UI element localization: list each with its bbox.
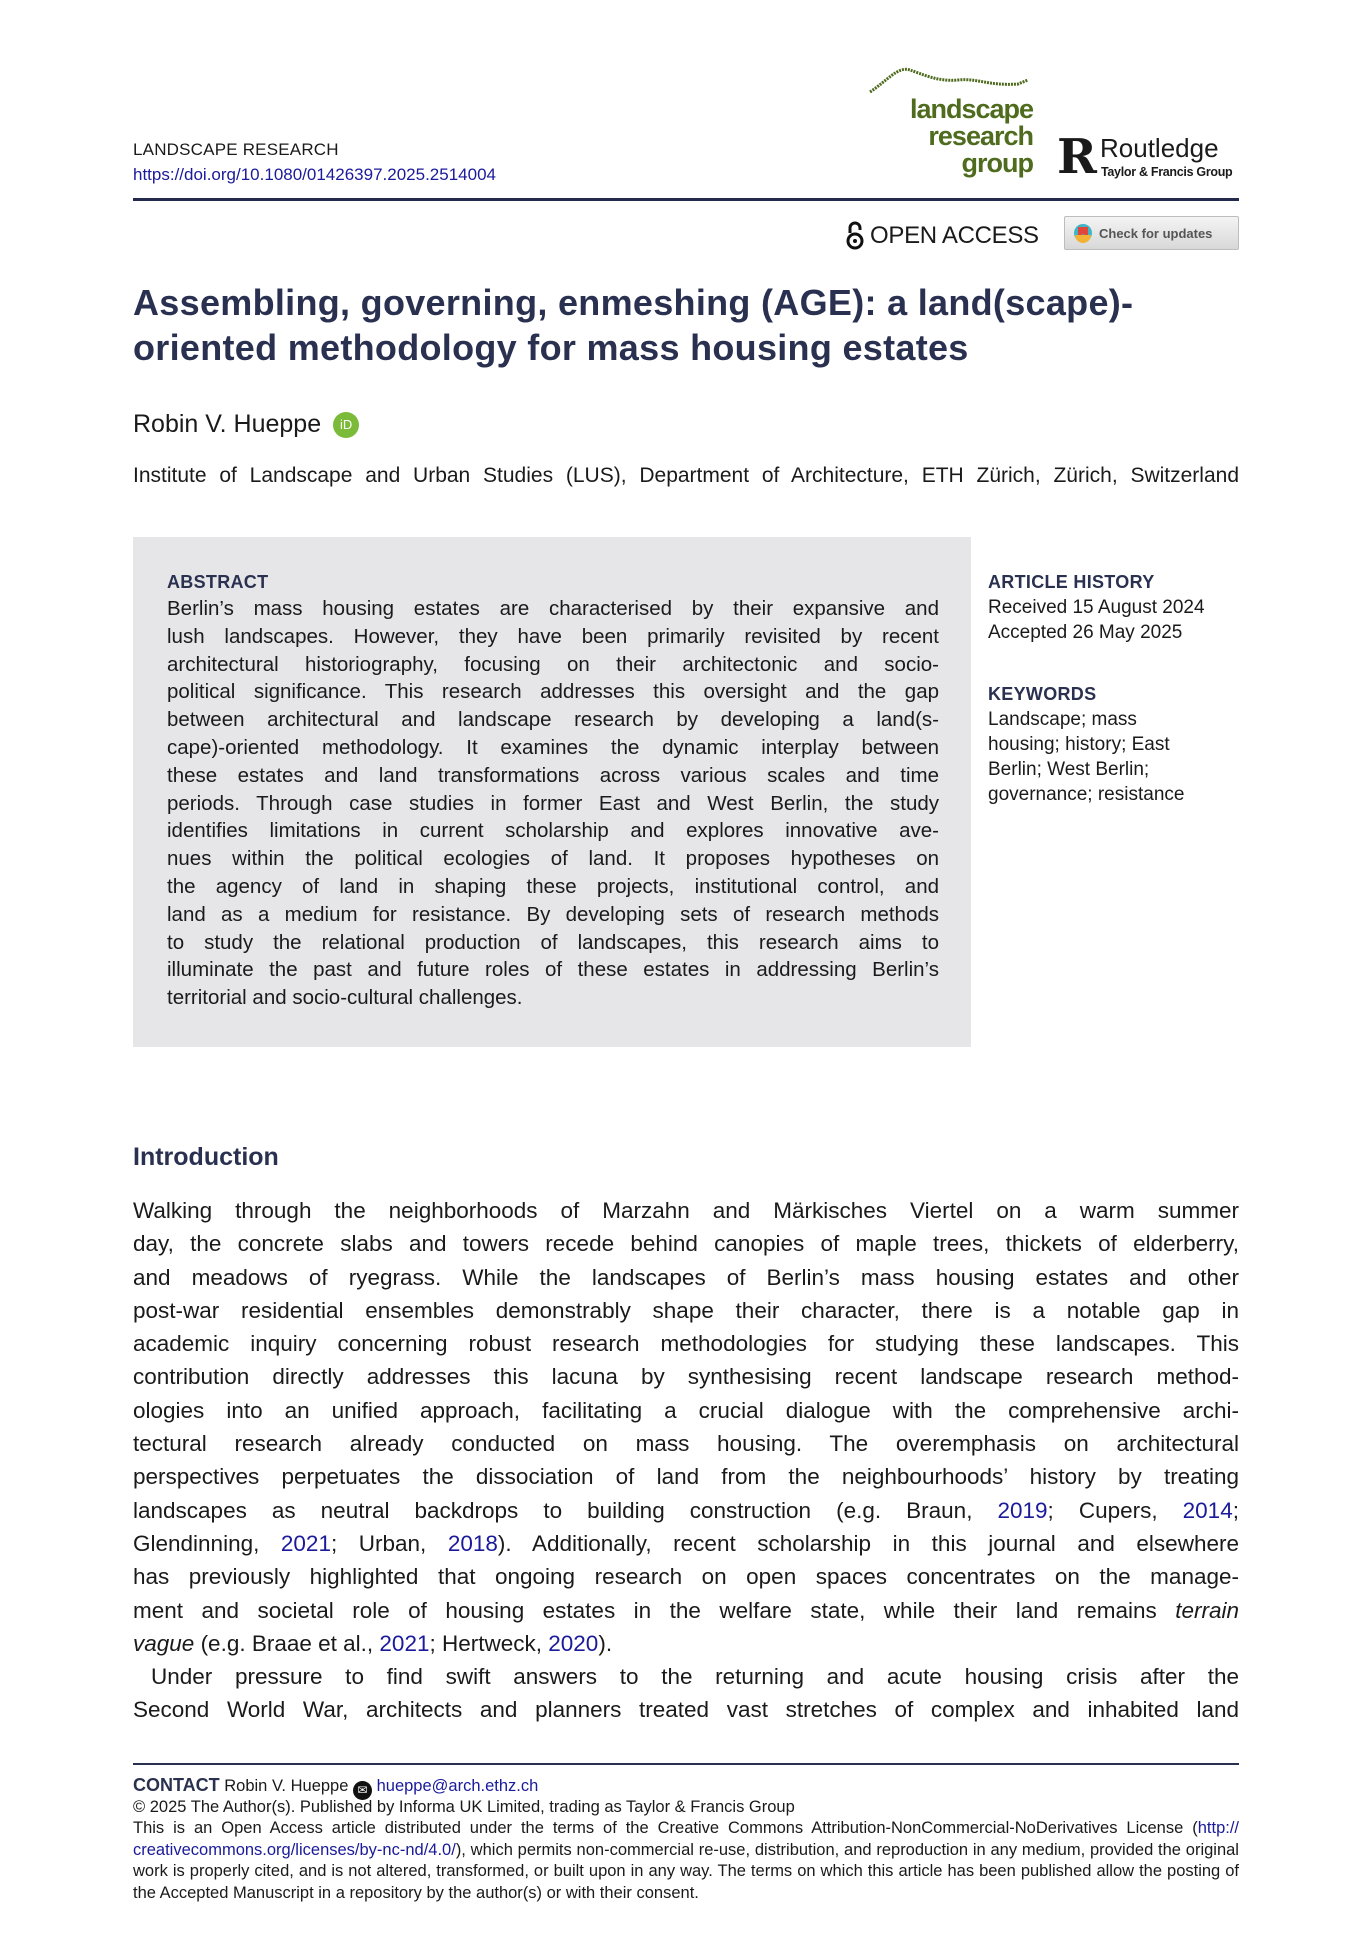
routledge-logo [1057, 130, 1242, 186]
open-lock-icon [846, 221, 864, 251]
text-segment: and meadows of ryegrass. While the landscapes of Berlin’s mass housing estates and other [133, 1264, 1239, 1290]
text-segment: Second World War, architects and planners treated vast stretches of complex and inhabited land [133, 1697, 1239, 1723]
text-segment: tectural research already conducted on mass housing. The overemphasis on architectural [133, 1431, 1239, 1457]
keywords [988, 682, 1248, 807]
text-line [167, 623, 939, 651]
keyword-line: Berlin; West Berlin; [988, 759, 1150, 780]
citation-link[interactable]: 2020 [548, 1630, 599, 1656]
abstract-heading: ABSTRACT [167, 572, 269, 592]
contact-label: CONTACT [133, 1775, 220, 1795]
text-segment: (e.g. Braae et al., [194, 1630, 380, 1656]
header-rule [133, 198, 1239, 201]
text-segment: ; Urban, [330, 1530, 448, 1556]
text-segment: academic inquiry concerning robust research methodologies for studying these landscapes. This [133, 1331, 1239, 1357]
license-text-3: the original work is properly cited, and is not altered, transformed, or built upon in any way. The terms on which this article has been [133, 1840, 1239, 1881]
text-segment: contribution directly addresses this lacuna by synthesising recent landscape research method- [133, 1364, 1239, 1390]
text-line [133, 1460, 1239, 1493]
citation-link[interactable]: 2014 [1182, 1497, 1233, 1523]
text-line [133, 1294, 1239, 1327]
check-for-updates-label: Check for updates [1099, 225, 1213, 241]
text-line [133, 1594, 1239, 1627]
text-segment: lush landscapes. However, they have been primarily revisited by recent [167, 624, 939, 648]
license-text-4: published allow the posting of the Accepted Manuscript in a repository by the author(s) or with their consent. [133, 1862, 1240, 1903]
text-line [167, 706, 939, 734]
text-segment: these estates and land transformations across various scales and time [167, 763, 939, 787]
text-segment: periods. Through case studies in former East and West Berlin, the study [167, 791, 939, 815]
keyword-line: Landscape; mass [988, 709, 1137, 730]
text-line [167, 762, 939, 790]
doi-link[interactable]: https://doi.org/10.1080/01426397.2025.2514004 [133, 165, 496, 184]
article-history-heading: ARTICLE HISTORY [988, 572, 1155, 592]
text-line [133, 1427, 1239, 1460]
text-line [167, 929, 939, 957]
email-icon: ✉ [353, 1781, 372, 1800]
text-segment: day, the concrete slabs and towers recede behind canopies of maple trees, thickets of elderberry, [133, 1231, 1239, 1257]
check-for-updates-button[interactable] [1064, 216, 1239, 250]
text-segment: political significance. This research addresses this oversight and the gap [167, 680, 939, 704]
received-date: Received 15 August 2024 [988, 597, 1205, 618]
keyword-line: governance; resistance [988, 784, 1185, 805]
title-line: Assembling, governing, enmeshing (AGE): a land(scape)- [133, 282, 1134, 323]
copyright: © 2025 The Author(s). Published by Informa UK Limited, trading as Taylor & Francis Group [133, 1798, 795, 1816]
abstract-text [167, 595, 939, 1012]
text-segment: nues within the political ecologies of land. It proposes hypotheses on [167, 847, 939, 871]
article-history [988, 570, 1248, 645]
text-segment: landscapes as neutral backdrops to building construction (e.g. Braun, [133, 1497, 998, 1523]
text-segment: illuminate the past and future roles of these estates in addressing Berlin’s [167, 958, 939, 982]
license-text-1: This is an Open Access article distributed under the terms of the Creative Commons Attribution-NonCommercial-NoDerivatives License ( [133, 1819, 1198, 1837]
text-line [167, 901, 939, 929]
italic-text: terrain [1175, 1597, 1239, 1623]
text-segment: to study the relational production of landscapes, this research aims to [167, 930, 939, 954]
text-segment: perspectives perpetuates the dissociation of land from the neighbourhoods’ history by treating [133, 1464, 1239, 1490]
text-segment: ). [598, 1630, 613, 1656]
text-segment: ologies into an unified approach, facilitating a crucial dialogue with the comprehensive archi- [133, 1397, 1239, 1423]
text-segment: between architectural and landscape research by developing a land(s- [167, 708, 939, 732]
text-line [167, 595, 939, 623]
keyword-line: housing; history; East [988, 734, 1170, 755]
text-line [167, 984, 939, 1012]
text-segment: architectural historiography, focusing on their architectonic and socio- [167, 652, 939, 676]
license-link-part[interactable]: http:// [1197, 1819, 1239, 1837]
text-line [133, 1261, 1239, 1294]
logo-word: landscape [909, 94, 1033, 124]
open-access-badge [846, 219, 1039, 253]
contact-name: Robin V. Hueppe [224, 1777, 349, 1795]
text-line [133, 1560, 1239, 1593]
author [133, 410, 359, 439]
text-segment: ment and societal role of housing estates in the welfare state, while their land remains [133, 1597, 1176, 1623]
text-segment: land as a medium for resistance. By developing sets of research methods [167, 902, 939, 926]
landscape-wave-icon [868, 66, 1033, 96]
footer-rule [133, 1763, 1239, 1765]
text-line [167, 873, 939, 901]
text-line [167, 956, 939, 984]
section-heading-introduction: Introduction [133, 1143, 279, 1171]
text-line [167, 817, 939, 845]
text-segment: has previously highlighted that ongoing research on open spaces concentrates on the manage- [133, 1564, 1239, 1590]
citation-link[interactable]: 2019 [997, 1497, 1048, 1523]
text-line [167, 734, 939, 762]
logo-word: research [928, 121, 1033, 151]
text-line [167, 678, 939, 706]
text-segment: ; Hertweck, [429, 1630, 549, 1656]
text-segment: ; Cupers, [1047, 1497, 1183, 1523]
open-access-label: OPEN ACCESS [870, 222, 1039, 249]
landscape-research-group-logo [868, 66, 1033, 186]
text-segment: identifies limitations in current scholarship and explores innovative ave- [167, 819, 939, 843]
text-segment: Berlin’s mass housing estates are characterised by their expansive and [167, 597, 939, 620]
citation-link[interactable]: 2018 [447, 1530, 498, 1556]
text-line [133, 1660, 1239, 1693]
crossmark-icon [1073, 221, 1093, 245]
keywords-heading: KEYWORDS [988, 684, 1097, 704]
license-text-2: ), which permits non-commercial re-use, distribution, and reproduction in any medium, provided [455, 1840, 1154, 1859]
text-segment: the agency of land in shaping these projects, institutional control, and [167, 874, 939, 898]
text-segment: ; [1232, 1497, 1239, 1523]
license-link-part[interactable]: creativecommons.org/licenses/by-nc-nd/4.0/ [133, 1840, 456, 1859]
citation-link[interactable]: 2021 [280, 1530, 331, 1556]
citation-link[interactable]: 2021 [379, 1630, 430, 1656]
orcid-icon[interactable]: iD [333, 412, 359, 438]
text-line [133, 1394, 1239, 1427]
accepted-date: Accepted 26 May 2025 [988, 622, 1183, 643]
text-segment: territorial and socio-cultural challenges. [167, 986, 523, 1010]
text-segment: Walking through the neighborhoods of Marzahn and Märkisches Viertel on a warm summer [133, 1198, 1239, 1223]
affiliation: Institute of Landscape and Urban Studies (LUS), Department of Architecture, ETH Zürich, Zürich, Switzerland [133, 464, 1239, 487]
text-line [133, 1627, 1239, 1660]
text-line [133, 1227, 1239, 1260]
journal-name: LANDSCAPE RESEARCH [133, 140, 339, 159]
text-line [133, 1194, 1239, 1227]
text-line [133, 1527, 1239, 1560]
logo-word: group [961, 148, 1033, 178]
text-line [167, 790, 939, 818]
text-segment: ). Additionally, recent scholarship in this journal and elsewhere [497, 1530, 1239, 1556]
text-line [167, 845, 939, 873]
text-segment: cape)-oriented methodology. It examines the dynamic interplay between [167, 735, 939, 759]
contact-email-link[interactable]: hueppe@arch.ethz.ch [376, 1777, 539, 1795]
text-segment: Glendinning, [133, 1530, 281, 1556]
text-segment: Under pressure to find swift answers to the returning and acute housing crisis after the [151, 1664, 1239, 1690]
title-line: oriented methodology for mass housing estates [133, 327, 969, 368]
text-line [133, 1693, 1239, 1726]
publisher-name: Routledge [1100, 133, 1219, 163]
publisher-subtitle: Taylor & Francis Group [1101, 165, 1233, 179]
article-title [133, 280, 1243, 370]
text-segment: post-war residential ensembles demonstrably shape their character, there is a notable gap in [133, 1297, 1239, 1323]
routledge-r-icon: R [1057, 129, 1097, 185]
text-line [133, 1494, 1239, 1527]
text-line [133, 1327, 1239, 1360]
text-line [167, 651, 939, 679]
italic-text: vague [133, 1630, 195, 1656]
author-name: Robin V. Hueppe [133, 410, 322, 438]
introduction-body [133, 1194, 1239, 1727]
text-line [133, 1360, 1239, 1393]
license-text [133, 1818, 1239, 1905]
